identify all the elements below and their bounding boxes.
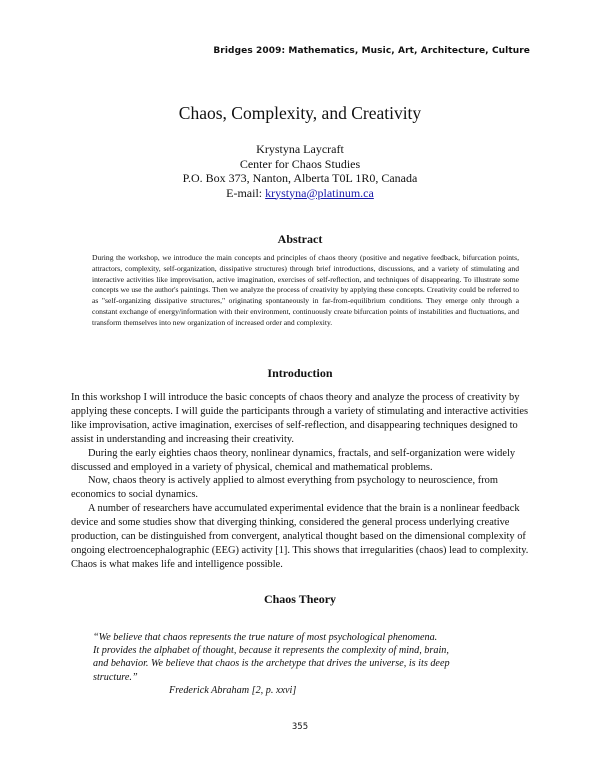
intro-paragraph: In this workshop I will introduce the basic concepts of chaos theory and analyze the process of creativity by applying these concepts. I will guide the participants through a variety of stimulating and interactive activities like improvisation, active imagination, exercises of self-reflection, and disappearing techniques designed to assist in understanding and increasing their creativity. [71, 392, 529, 445]
chaos-theory-heading: Chaos Theory [263, 592, 337, 606]
block-quote [93, 631, 513, 697]
abstract-text: During the workshop, we introduce the main concepts and principles of chaos theory (positive and negative feedback, bifurcation points, attractors, complexity, self-organization, dissipative structures) through brief introductions, discussions, and a variety of stimulating and interactive activities like improvisation, active imagination, exercises of self-reflection, and techniques of disappearing. To illustrate some concepts we use the author's paintings. Then we analyze the process of creativity by applying these concepts. Creativity could be referred to as "self-organizing dissipative structures," originating spontaneously in far-from-equilibrium conditions. They emerge only through a constant exchange of energy/information with their environment, continuously create bifurcation points of instabilities and fluctuations, and transform themselves into new organization of increased order and complexity. [92, 253, 519, 327]
quote-attribution: Frederick Abraham [2, p. xxvi] [169, 684, 297, 696]
quote-line: and behavior. We believe that chaos is the archetype that drives the universe, is its deep [93, 658, 450, 670]
abstract-heading: Abstract [277, 232, 323, 246]
author-block [0, 142, 600, 200]
email-label: E-mail: [226, 185, 263, 200]
author-name: Krystyna Laycraft [256, 142, 344, 156]
author-address: P.O. Box 373, Nanton, Alberta T0L 1R0, Canada [182, 171, 418, 185]
page-number: 355 [291, 722, 309, 732]
quote-line: It provides the alphabet of thought, because it represents the complexity of mind, brain, [93, 645, 449, 657]
author-affiliation: Center for Chaos Studies [239, 156, 361, 171]
intro-paragraph: Now, chaos theory is actively applied to almost everything from psychology to neuroscience, from economics to social dynamics. [71, 475, 498, 501]
quote-line: structure.” [93, 671, 138, 683]
intro-paragraph: A number of researchers have accumulated experimental evidence that the brain is a nonlinear feedback device and some studies show that diverging thinking, considered the general process underlying creative production, can be distinguished from convergent, analytical thought based on the dimensional complexity of ongoing electroencephalographic (EEG) activity [1]. This shows that irregularities (chaos) lead to complexity. Chaos is what makes life and intelligence possible. [71, 503, 529, 570]
intro-paragraph: During the early eighties chaos theory, nonlinear dynamics, fractals, and self-organization were widely discussed and employed in a variety of physical, chemical and mathematical problems. [71, 447, 516, 473]
quote-line: “We believe that chaos represents the true nature of most psychological phenomena. [93, 632, 438, 643]
paper-title: Chaos, Complexity, and Creativity [178, 103, 422, 123]
author-email-line [0, 186, 600, 201]
introduction-body [71, 391, 542, 572]
introduction-heading: Introduction [267, 366, 333, 380]
running-head: Bridges 2009: Mathematics, Music, Art, Architecture, Culture [213, 46, 530, 56]
email-link[interactable]: krystyna@platinum.ca [265, 185, 374, 200]
